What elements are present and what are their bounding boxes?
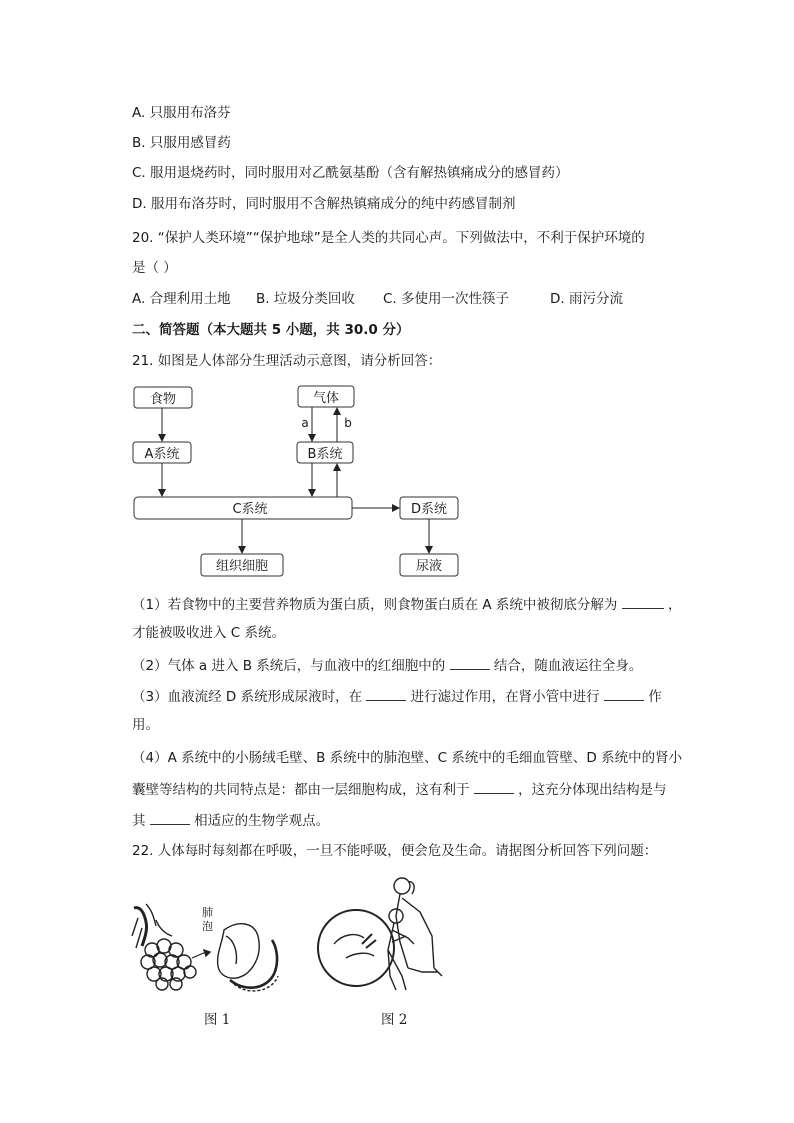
q21-p3-text-b: 进行滤过作用，在肾小管中进行 [410, 689, 600, 705]
b-system-label: B系统 [307, 447, 343, 462]
q20-option-a: A. 合理利用土地 [132, 291, 231, 307]
q21-p3-answer-blank-2[interactable] [604, 686, 644, 701]
arrow-a-label: a [301, 416, 309, 430]
physiology-diagram [120, 378, 480, 582]
gas-label: 气体 [312, 391, 340, 406]
urine-label: 尿液 [415, 559, 443, 574]
q21-p3-text-c: 作 [648, 689, 662, 705]
alveolus-label-1: 肺 [202, 906, 213, 919]
q21-part4-line3 [132, 810, 329, 830]
q21-p1-answer-blank[interactable] [622, 594, 664, 609]
q21-p3-text-a: （3）血液流经 D 系统形成尿液时，在 [132, 689, 363, 705]
q21-stem: 21. 如图是人体部分生理活动示意图，请分析回答： [132, 353, 442, 369]
q21-p1-text-b: ， [668, 597, 682, 613]
q20-stem-line2: 是（ ） [132, 260, 177, 276]
q21-p3-answer-blank-1[interactable] [366, 686, 406, 701]
q21-part2 [132, 655, 642, 675]
q21-p4-text-c: ，这充分体现出结构是与 [518, 782, 667, 798]
q21-p2-text-a: （2）气体 a 进入 B 系统后，与血液中的红细胞中的 [132, 658, 446, 674]
q21-part1-line1 [132, 594, 682, 614]
q21-p4-text-b: 囊壁等结构的共同特点是：都由一层细胞构成，这有利于 [132, 782, 470, 798]
q21-part3-line2: 用。 [132, 717, 159, 733]
q19-option-b: B. 只服用感冒药 [132, 135, 231, 151]
figure-1-caption: 图 1 [204, 1012, 231, 1028]
q19-option-c: C. 服用退烧药时，同时服用对乙酰氨基酚（含有解热镇痛成分的感冒药） [132, 165, 569, 181]
a-system-label: A系统 [144, 447, 180, 462]
q20-option-b: B. 垃圾分类回收 [256, 291, 355, 307]
q21-p2-text-b: 结合，随血液运往全身。 [493, 658, 643, 674]
q20-stem-line1: 20. “保护人类环境”“保护地球”是全人类的共同心声。下列做法中，不利于保护环境的 [132, 230, 645, 246]
q21-part1-line2: 才能被吸收进入 C 系统。 [132, 625, 286, 641]
q21-p1-text-a: （1）若食物中的主要营养物质为蛋白质，则食物蛋白质在 A 系统中被彻底分解为 [132, 597, 618, 613]
d-system-label: D系统 [410, 502, 448, 517]
q21-part4-line1: （4）A 系统中的小肠绒毛壁、B 系统中的肺泡壁、C 系统中的毛细血管壁、D 系统中的肾小 [132, 750, 683, 766]
q21-p4-text-e: 相适应的生物学观点。 [194, 813, 330, 829]
q20-option-c: C. 多使用一次性筷子 [383, 291, 510, 307]
q21-p4-answer-blank-1[interactable] [474, 779, 514, 794]
section-heading: 二、简答题（本大题共 5 小题，共 30.0 分） [132, 322, 410, 338]
q19-option-a: A. 只服用布洛芬 [132, 105, 231, 121]
alveolus-label-2: 泡 [202, 920, 213, 933]
figure-1-alveoli [126, 900, 286, 1000]
figure-2-caption: 图 2 [381, 1012, 408, 1028]
q21-p2-answer-blank[interactable] [450, 655, 490, 670]
q20-options [132, 290, 623, 308]
q21-part4-line2 [132, 779, 667, 799]
q21-p4-answer-blank-2[interactable] [150, 810, 190, 825]
c-system-label: C系统 [232, 502, 268, 517]
tissue-label: 组织细胞 [215, 559, 269, 574]
q19-option-d: D. 服用布洛芬时，同时服用不含解热镇痛成分的纯中药感冒制剂 [132, 196, 516, 212]
arrow-b-label: b [344, 416, 352, 430]
food-label: 食物 [149, 392, 177, 407]
q20-option-d: D. 雨污分流 [550, 291, 623, 307]
q21-part3-line1 [132, 686, 662, 706]
figure-2-rescue [316, 872, 450, 1002]
q21-p4-text-d: 其 [132, 813, 146, 829]
q22-stem: 22. 人体每时每刻都在呼吸，一旦不能呼吸，便会危及生命。请据图分析回答下列问题： [132, 843, 658, 859]
